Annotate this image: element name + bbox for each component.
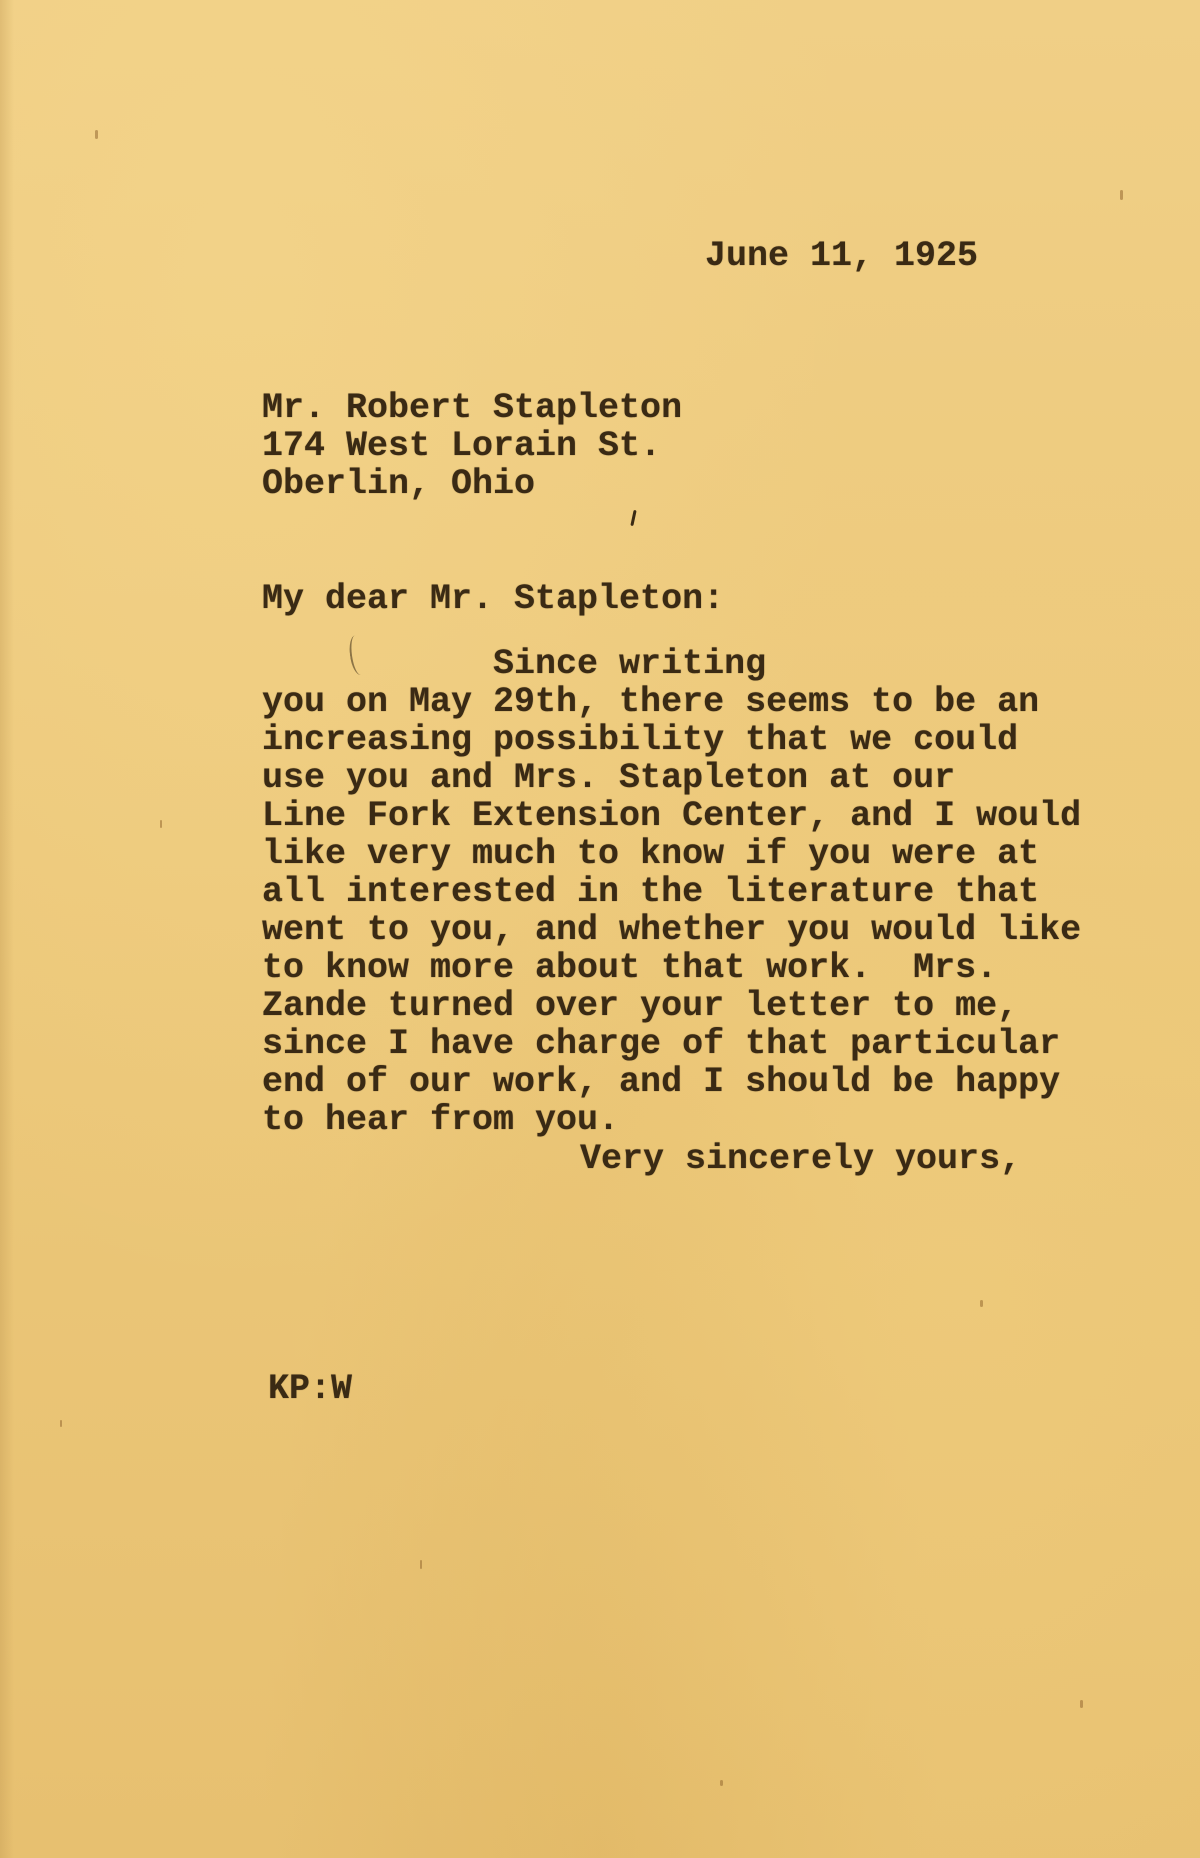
- recipient-city: Oberlin, Ohio: [262, 464, 536, 504]
- body-line: went to you, and whether you would like: [262, 910, 1082, 950]
- ink-mark: [630, 510, 636, 526]
- body-line: to know more about that work. Mrs.: [262, 948, 998, 988]
- paper-fiber: [60, 1420, 62, 1427]
- body-line: to hear from you.: [262, 1100, 620, 1140]
- salutation: My dear Mr. Stapleton:: [262, 579, 725, 619]
- recipient-street: 174 West Lorain St.: [262, 426, 662, 466]
- paper-fiber: [720, 1780, 723, 1786]
- body-line: Line Fork Extension Center, and I would: [262, 796, 1082, 836]
- paper-edge-shadow: [0, 0, 14, 1858]
- typist-initials: KP:W: [268, 1369, 353, 1409]
- body-line: all interested in the literature that: [262, 872, 1040, 912]
- body-line: Zande turned over your letter to me,: [262, 986, 1019, 1026]
- paper-fiber: [160, 820, 162, 828]
- paper-fiber: [980, 1300, 983, 1307]
- paper-fiber: [1120, 190, 1123, 200]
- recipient-address: [262, 389, 682, 503]
- paper-fiber: [95, 130, 98, 139]
- letter-date: June 11, 1925: [705, 236, 979, 276]
- body-line: Since writing: [262, 644, 767, 684]
- body-line: use you and Mrs. Stapleton at our: [262, 758, 956, 798]
- paper-fiber: [420, 1560, 422, 1569]
- body-line: like very much to know if you were at: [262, 834, 1040, 874]
- body-line: end of our work, and I should be happy: [262, 1062, 1061, 1102]
- body-line: increasing possibility that we could: [262, 720, 1019, 760]
- letter-body: [262, 645, 1081, 1139]
- closing: Very sincerely yours,: [580, 1139, 1022, 1179]
- paper-fiber: [1080, 1700, 1083, 1708]
- body-line: you on May 29th, there seems to be an: [262, 682, 1040, 722]
- body-line: since I have charge of that particular: [262, 1024, 1061, 1064]
- recipient-name: Mr. Robert Stapleton: [262, 388, 683, 428]
